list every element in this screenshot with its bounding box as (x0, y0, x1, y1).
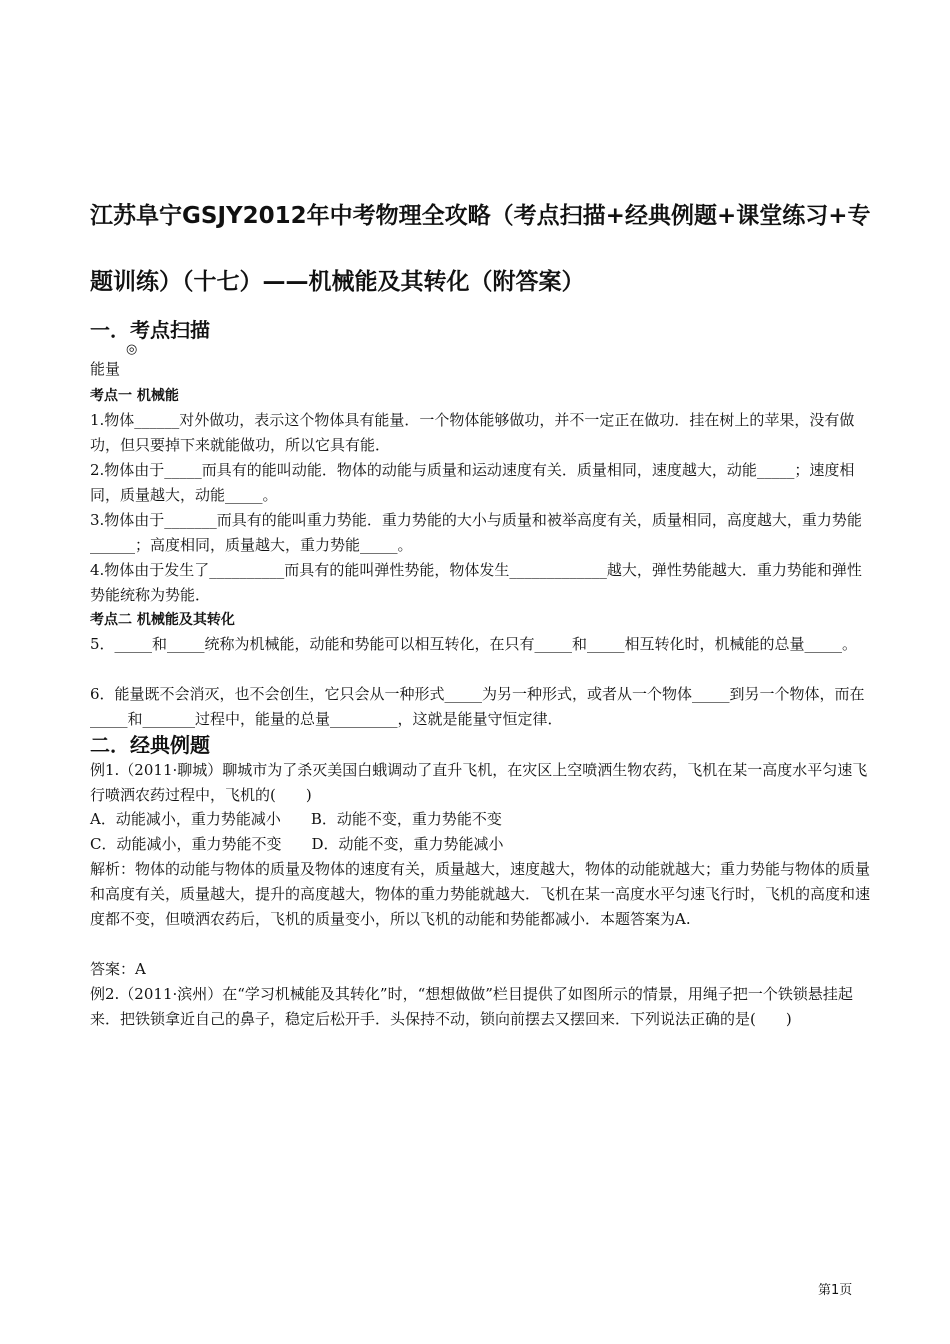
example-2-question: 例2.（2011·滨州）在“学习机械能及其转化”时，“想想做做”栏目提供了如图所示的情景，用绳子把一个铁锁悬挂起来．把铁锁拿近自己的鼻子，稳定后松开手．头保持不动，锁向前摆去又摆回来．下列说法正确的是( ) (90, 985, 853, 1028)
kp1-item-4: 4.物体由于发生了__________而具有的能叫弹性势能，物体发生_____________越大，弹性势能越大．重力势能和弹性势能统称为势能． (90, 561, 862, 604)
document-title: 江苏阜宁GSJY2012年中考物理全攻略（考点扫描+经典例题+课堂练习+专题训练）（十七）——机械能及其转化（附答案） (90, 203, 871, 295)
kp2-heading: 考点二 机械能及其转化 (90, 612, 235, 628)
intro-text: 能量 (90, 360, 121, 378)
kp1-heading: 考点一 机械能 (90, 388, 179, 404)
kp1-item-2: 2.物体由于_____而具有的能叫动能．物体的动能与质量和运动速度有关．质量相同，速度越大，动能_____；速度相同，质量越大，动能_____。 (90, 461, 855, 504)
kp2-item-6: 6．能量既不会消灭，也不会创生，它只会从一种形式_____为另一种形式，或者从一个物体_____到另一个物体，而在_____和_______过程中，能量的总量_________，这就是能量守恒定律． (90, 685, 865, 728)
example-1-answer: 答案：A (90, 960, 146, 978)
kp1-item-1: 1.物体______对外做功，表示这个物体具有能量．一个物体能够做功，并不一定正在做功．挂在树上的苹果，没有做功，但只要掉下来就能做功，所以它具有能． (90, 411, 855, 454)
page-number: 第1页 (818, 1283, 853, 1298)
section-heading-lidi: 二．经典例题 (90, 733, 210, 757)
section-heading-kaodian: 一．考点扫描 (90, 318, 210, 342)
example-1-analysis: 解析：物体的动能与物体的质量及物体的速度有关，质量越大，速度越大，物体的动能就越大；重力势能与物体的质量和高度有关，质量越大，提升的高度越大，物体的重力势能就越大．飞机在某一高度水平匀速飞行时，飞机的高度和速度都不变，但喷洒农药后，飞机的质量变小，所以飞机的动能和势能都减小．本题答案为A. (90, 860, 871, 928)
kp1-item-3: 3.物体由于_______而具有的能叫重力势能．重力势能的大小与质量和被举高度有关，质量相同，高度越大，重力势能______；高度相同，质量越大，重力势能_____。 (90, 511, 862, 554)
example-1-options-cd: C．动能减小，重力势能不变 D．动能不变，重力势能减小 (90, 835, 504, 853)
kp2-item-5: 5．_____和_____统称为机械能，动能和势能可以相互转化，在只有_____和_____相互转化时，机械能的总量_____。 (90, 635, 858, 653)
example-1-question: 例1.（2011·聊城）聊城市为了杀灭美国白蛾调动了直升飞机，在灾区上空喷洒生物农药，飞机在某一高度水平匀速飞行喷洒农药过程中，飞机的( ) (90, 761, 868, 804)
bullseye-icon: ◎ (126, 342, 138, 357)
example-1-options-ab: A．动能减小，重力势能减小 B．动能不变，重力势能不变 (90, 810, 502, 828)
